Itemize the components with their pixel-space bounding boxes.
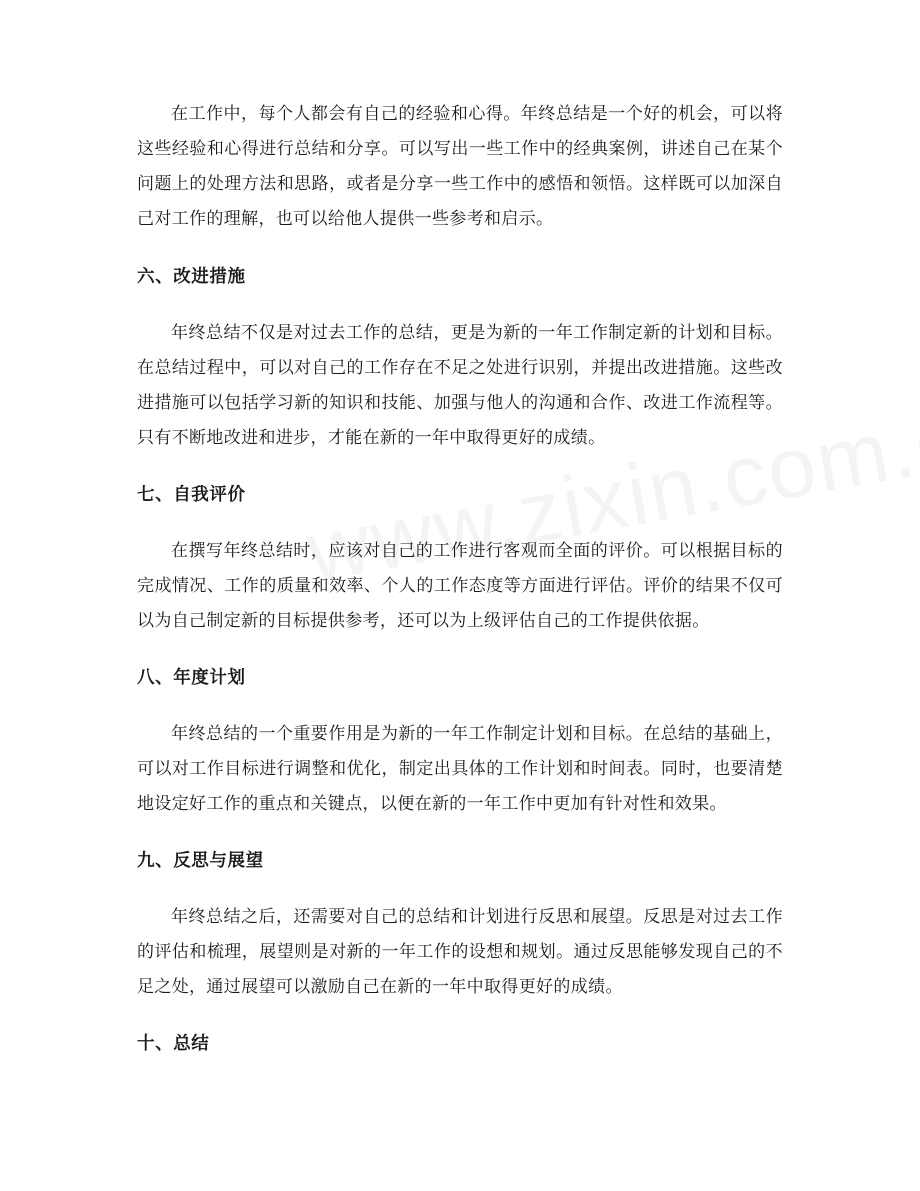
section-paragraph-improvement: 年终总结不仅是对过去工作的总结，更是为新的一年工作制定新的计划和目标。在总结过程中，可以对自己的工作存在不足之处进行识别，并提出改进措施。这些改进措施可以包括学习新的知识和技能、加强与他人的沟通和合作、改进工作流程等。只有不断地改进和进步，才能在新的一年中取得更好的成绩。 <box>137 323 783 448</box>
section-heading-reflection: 九、反思与展望 <box>137 851 264 871</box>
section-heading-summary: 十、总结 <box>137 1034 210 1054</box>
section-heading-self-evaluation: 七、自我评价 <box>137 485 246 505</box>
section-paragraph-annual-plan: 年终总结的一个重要作用是为新的一年工作制定计划和目标。在总结的基础上，可以对工作目标进行调整和优化，制定出具体的工作计划和时间表。同时，也要清楚地设定好工作的重点和关键点，以便在新的一年工作中更加有针对性和效果。 <box>137 724 783 814</box>
section-paragraph-reflection: 年终总结之后，还需要对自己的总结和计划进行反思和展望。反思是对过去工作的评估和梳理，展望则是对新的一年工作的设想和规划。通过反思能够发现自己的不足之处，通过展望可以激励自己在新的一年中取得更好的成绩。 <box>137 907 783 997</box>
section-heading-annual-plan: 八、年度计划 <box>137 668 246 688</box>
section-heading-improvement: 六、改进措施 <box>137 267 246 287</box>
intro-paragraph: 在工作中，每个人都会有自己的经验和心得。年终总结是一个好的机会，可以将这些经验和心得进行总结和分享。可以写出一些工作中的经典案例，讲述自己在某个问题上的处理方法和思路，或者是分享一些工作中的感悟和领悟。这样既可以加深自己对工作的理解，也可以给他人提供一些参考和启示。 <box>137 104 783 229</box>
document-page <box>137 97 783 1058</box>
section-paragraph-self-evaluation: 在撰写年终总结时，应该对自己的工作进行客观而全面的评价。可以根据目标的完成情况、工作的质量和效率、个人的工作态度等方面进行评估。评价的结果不仅可以为自己制定新的目标提供参考，还可以为上级评估自己的工作提供依据。 <box>137 541 783 631</box>
